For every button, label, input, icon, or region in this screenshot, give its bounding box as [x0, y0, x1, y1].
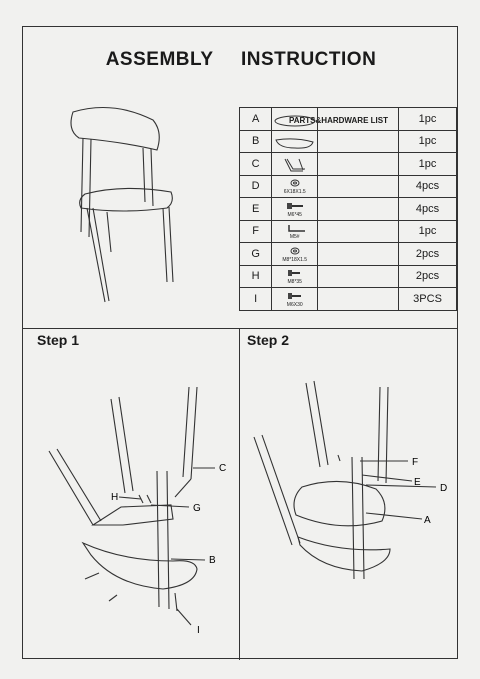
part-letter: G: [240, 243, 272, 266]
instruction-sheet: [22, 26, 458, 659]
part-letter: A: [240, 108, 272, 131]
page-title: ASSEMBLY INSTRUCTION: [105, 49, 377, 70]
part-c-frame-icon: [272, 153, 318, 176]
step-2-diagram: [240, 347, 458, 660]
part-letter: C: [240, 153, 272, 176]
washer-icon: [272, 175, 318, 198]
part-spec-label: M5#: [289, 234, 300, 241]
part-qty: 1pc: [399, 153, 457, 176]
section-divider: [23, 328, 457, 329]
label-f: F: [412, 457, 419, 468]
part-qty: 1pc: [399, 130, 457, 153]
parts-row: [240, 108, 457, 131]
parts-row: [240, 220, 457, 243]
parts-row: [240, 153, 457, 176]
part-qty: 4pcs: [399, 175, 457, 198]
part-letter: D: [240, 175, 272, 198]
step-1-diagram: [23, 347, 239, 660]
parts-row: [240, 288, 457, 311]
part-spec-label: M8*35: [287, 279, 302, 286]
label-a: A: [424, 515, 431, 526]
label-i: I: [197, 625, 200, 636]
part-spec-label: 6X18X1.5: [283, 189, 306, 196]
washer-icon: [272, 243, 318, 266]
part-qty: 4pcs: [399, 198, 457, 221]
label-b: B: [209, 555, 216, 566]
parts-row: [240, 175, 457, 198]
part-letter: I: [240, 288, 272, 311]
label-h: H: [111, 492, 119, 503]
step-1-title: Step 1: [37, 332, 80, 348]
chair-illustration: [63, 102, 193, 282]
label-g: G: [193, 503, 201, 514]
bolt-icon: [272, 265, 318, 288]
part-spec: [318, 153, 399, 176]
part-qty: 1pc: [399, 220, 457, 243]
part-qty: 2pcs: [399, 265, 457, 288]
part-b-back-icon: [272, 130, 318, 153]
part-spec-label: M8*18X1.5: [282, 256, 308, 263]
parts-row: [240, 198, 457, 221]
step-2-title: Step 2: [247, 332, 290, 348]
label-e: E: [414, 477, 421, 488]
label-d: D: [440, 483, 448, 494]
allen-key-icon: [272, 220, 318, 243]
part-spec: [318, 130, 399, 153]
bolt-icon: [272, 288, 318, 311]
part-qty: 1pc: [399, 108, 457, 131]
part-letter: E: [240, 198, 272, 221]
parts-list-title: PARTS&HARDWARE LIST: [289, 116, 388, 125]
part-spec-label: M6*45: [287, 211, 302, 218]
part-spec-label: M6X30: [286, 301, 303, 308]
part-qty: 3PCS: [399, 288, 457, 311]
parts-row: [240, 130, 457, 153]
label-c: C: [219, 463, 227, 474]
part-letter: B: [240, 130, 272, 153]
parts-table: [239, 107, 457, 311]
part-letter: H: [240, 265, 272, 288]
part-qty: 2pcs: [399, 243, 457, 266]
parts-row: [240, 265, 457, 288]
part-spec: [318, 108, 399, 131]
part-a-seat-icon: [272, 108, 318, 131]
part-letter: F: [240, 220, 272, 243]
bolt-icon: [272, 198, 318, 221]
parts-row: [240, 243, 457, 266]
